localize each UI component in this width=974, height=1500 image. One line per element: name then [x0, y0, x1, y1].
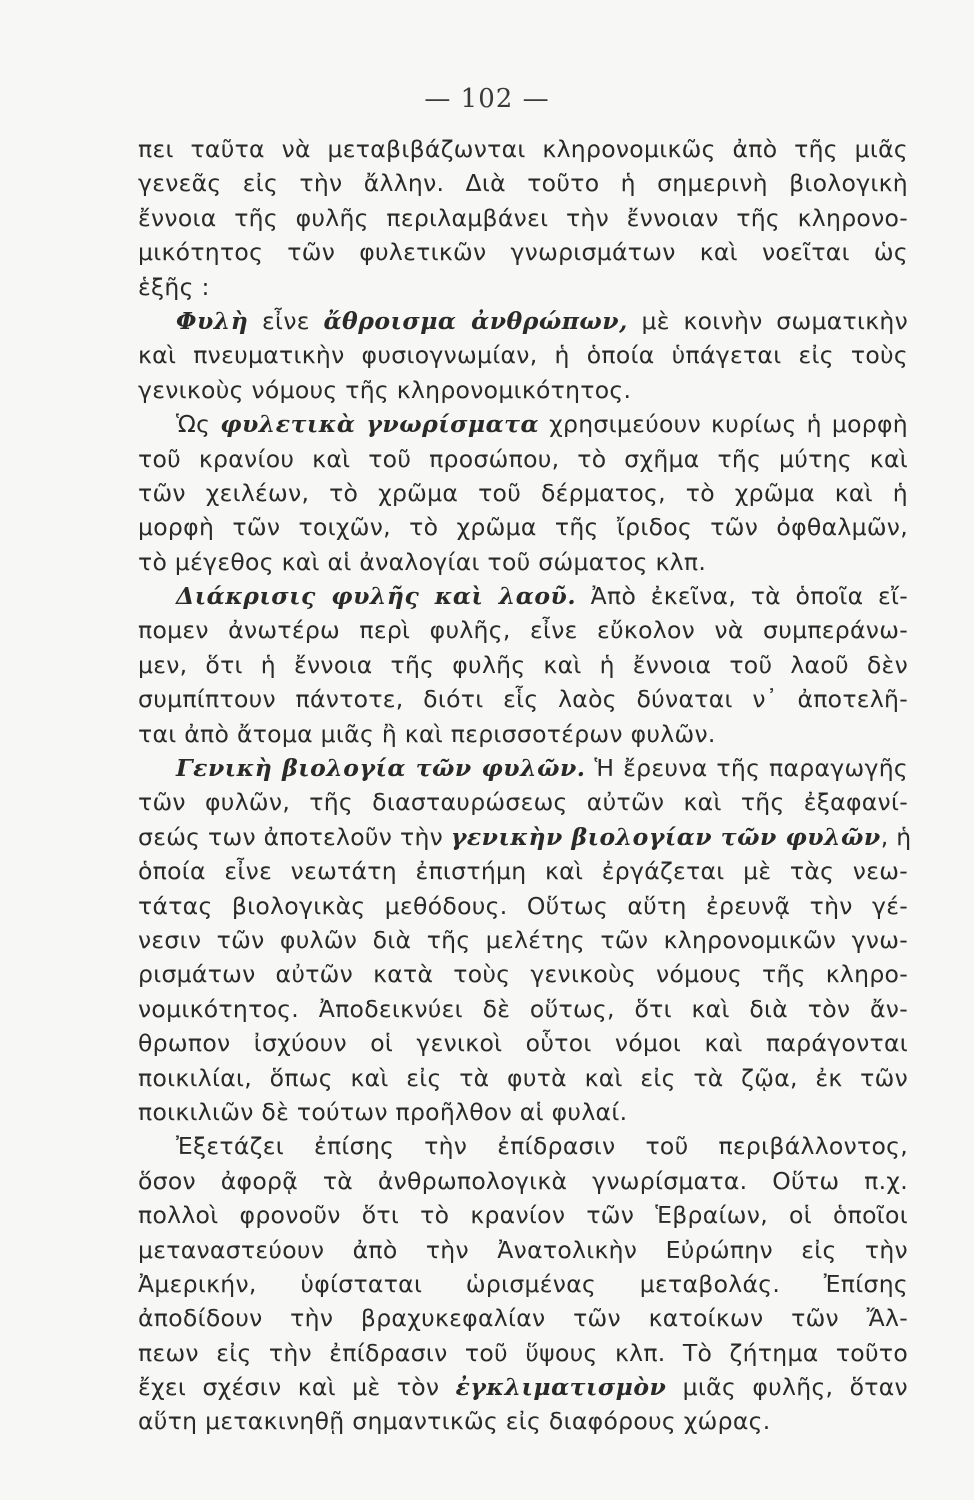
text-line: μικότητος τῶν φυλετικῶν γνωρισμάτων καὶ νοεῖται ὡς: [138, 238, 908, 267]
text-line: ἔχει σχέσιν καὶ μὲ τὸν ἐγκλιματισμὸν μιᾶς φυλῆς, ὅταν: [138, 1373, 908, 1402]
text-line: καὶ πνευματικὴν φυσιογνωμίαν, ἡ ὁποία ὑπάγεται εἰς τοὺς: [138, 341, 908, 370]
term-bold: φυλετικὰ γνωρίσματα: [220, 410, 540, 439]
text-line: συμπίπτουν πάντοτε, διότι εἷς λαὸς δύναται ν᾽ ἀποτελῆ-: [138, 685, 908, 714]
text-line: σεώς των ἀποτελοῦν τὴν γενικὴν βιολογίαν τῶν φυλῶν, ἡ: [138, 822, 912, 851]
text-line: ὁποία εἶνε νεωτάτη ἐπιστήμη καὶ ἐργάζεται μὲ τὰς νεω-: [138, 857, 908, 886]
page-number: — 102 —: [424, 84, 550, 114]
text-line: τῶν χειλέων, τὸ χρῶμα τοῦ δέρματος, τὸ χρῶμα καὶ ἡ: [138, 478, 908, 507]
text-line: ποικιλίαι, ὅπως καὶ εἰς τὰ φυτὰ καὶ εἰς τὰ ζῷα, ἐκ τῶν: [138, 1063, 908, 1092]
body-text: [138, 132, 912, 1439]
text-line: νεσιν τῶν φυλῶν διὰ τῆς μελέτης τῶν κληρονομικῶν γνω-: [138, 925, 908, 954]
text-line: πεων εἰς τὴν ἐπίδρασιν τοῦ ὕψους κλπ. Τὸ ζήτημα τοῦτο: [138, 1338, 908, 1367]
text-line: ὅσον ἀφορᾷ τὰ ἀνθρωπολογικὰ γνωρίσματα. Οὕτω π.χ.: [138, 1166, 908, 1195]
text-line-heading: Γενικὴ βιολογία τῶν φυλῶν. Ἡ ἔρευνα τῆς παραγωγῆς: [176, 754, 908, 783]
text-line: μεν, ὅτι ἡ ἔννοια τῆς φυλῆς καὶ ἡ ἔννοια τοῦ λαοῦ δὲν: [138, 650, 908, 679]
text-line: τοῦ κρανίου καὶ τοῦ προσώπου, τὸ σχῆμα τῆς μύτης καὶ: [138, 444, 908, 473]
text-line: τῶν φυλῶν, τῆς διασταυρώσεως αὐτῶν καὶ τῆς ἐξαφανί-: [138, 788, 908, 817]
text-line: γενεᾶς εἰς τὴν ἄλλην. Διὰ τοῦτο ἡ σημερινὴ βιολογικὴ: [138, 169, 908, 198]
text-line: μεταναστεύουν ἀπὸ τὴν Ἀνατολικὴν Εὐρώπην εἰς τὴν: [138, 1235, 908, 1264]
text-line: ἔννοια τῆς φυλῆς περιλαμβάνει τὴν ἔννοιαν τῆς κληρονο-: [138, 203, 908, 232]
text-line: ἀποδίδουν τὴν βραχυκεφαλίαν τῶν κατοίκων τῶν Ἄλ-: [138, 1304, 908, 1333]
text-line: αὕτη μετακινηθῇ σημαντικῶς εἰς διαφόρους χώρας.: [138, 1407, 771, 1436]
text-line: πει ταῦτα νὰ μεταβιβάζωνται κληρονομικῶς ἀπὸ τῆς μιᾶς: [138, 135, 908, 163]
term-bold: Φυλὴ: [176, 306, 249, 335]
text-line: Ἀμερικήν, ὑφίσταται ὡρισμένας μεταβολάς. Ἐπίσης: [138, 1269, 908, 1298]
section-heading: Γενικὴ βιολογία τῶν φυλῶν.: [176, 754, 586, 783]
text-line: ται ἀπὸ ἄτομα μιᾶς ἢ καὶ περισσοτέρων φυλῶν.: [138, 719, 716, 748]
text-line-heading: Διάκρισις φυλῆς καὶ λαοῦ. Ἀπὸ ἐκεῖνα, τὰ ὁποῖα εἴ-: [176, 582, 908, 611]
text-line: πολλοὶ φρονοῦν ὅτι τὸ κρανίον τῶν Ἑβραίων, οἱ ὁποῖοι: [138, 1201, 908, 1230]
text-line: ρισμάτων αὐτῶν κατὰ τοὺς γενικοὺς νόμους τῆς κληρο-: [138, 960, 908, 989]
text-line: Ἐξετάζει ἐπίσης τὴν ἐπίδρασιν τοῦ περιβάλλοντος,: [176, 1132, 908, 1161]
text-line: θρωπον ἰσχύουν οἱ γενικοὶ οὗτοι νόμοι καὶ παράγονται: [138, 1029, 908, 1058]
section-heading: Διάκρισις φυλῆς καὶ λαοῦ.: [176, 582, 577, 611]
text-line: ποικιλιῶν δὲ τούτων προῆλθον αἱ φυλαί.: [138, 1097, 628, 1126]
text-line-definition: Φυλὴ εἶνε ἄθροισμα ἀνθρώπων, μὲ κοινὴν σωματικὴν: [176, 306, 908, 335]
text-line: τάτας βιολογικὰς μεθόδους. Οὕτως αὕτη ἐρευνᾷ τὴν γέ-: [138, 891, 908, 920]
text-line: τὸ μέγεθος καὶ αἱ ἀναλογίαι τοῦ σώματος κλπ.: [138, 547, 707, 576]
term-bold: γενικὴν βιολογίαν τῶν φυλῶν: [450, 822, 881, 851]
text-line: νομικότητος. Ἀποδεικνύει δὲ οὕτως, ὅτι καὶ διὰ τὸν ἄν-: [138, 994, 908, 1023]
text-line: μορφὴ τῶν τοιχῶν, τὸ χρῶμα τῆς ἴριδος τῶν ὀφθαλμῶν,: [138, 513, 908, 542]
text-line: γενικοὺς νόμους τῆς κληρονομικότητος.: [138, 375, 632, 404]
term-bold: ἐγκλιματισμὸν: [455, 1373, 667, 1402]
text-line: πομεν ἀνωτέρω περὶ φυλῆς, εἶνε εὔκολον νὰ συμπεράνω-: [138, 616, 908, 645]
text-line: Ὡς φυλετικὰ γνωρίσματα χρησιμεύουν κυρίως ἡ μορφὴ: [176, 410, 908, 439]
text-line: ἑξῆς :: [138, 272, 210, 301]
term-bold: ἄθροισμα ἀνθρώπων,: [323, 306, 628, 335]
